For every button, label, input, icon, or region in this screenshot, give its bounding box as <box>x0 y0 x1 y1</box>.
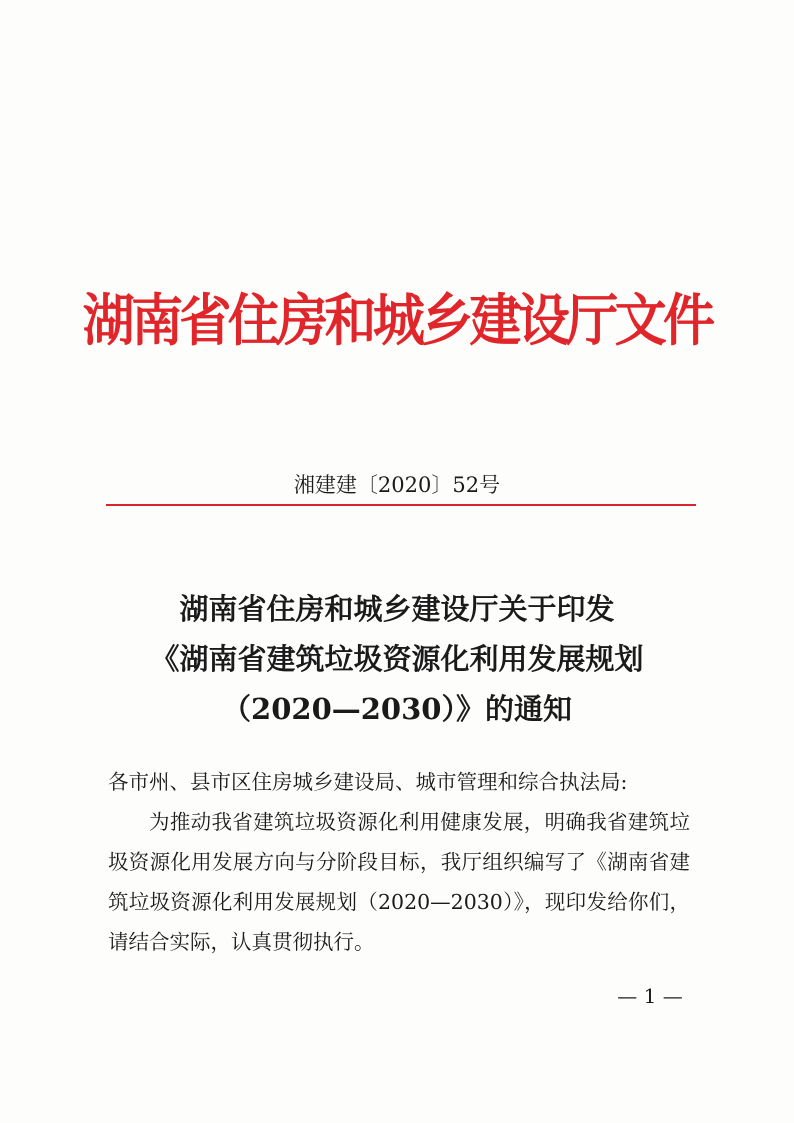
notice-title-line: （2020—2030）》的通知 <box>222 692 572 726</box>
notice-body <box>108 762 690 962</box>
body-paragraph: 为推动我省建筑垃圾资源化利用健康发展，明确我省建筑垃圾资源化用发展方向与分阶段目标，我厅组织编写了《湖南省建筑垃圾资源化利用发展规划（2020—2030）》，现印发给你们，请结合实际，认真贯彻执行。 <box>108 810 690 954</box>
notice-title <box>0 584 794 734</box>
header-red-divider <box>106 504 696 506</box>
notice-title-line: 《湖南省建筑垃圾资源化利用发展规划 <box>150 642 644 676</box>
notice-title-line: 湖南省住房和城乡建设厅关于印发 <box>179 592 615 626</box>
document-number: 湘建建〔2020〕52号 <box>293 473 501 497</box>
document-header-title: 湖南省住房和城乡建设厅文件 <box>82 289 712 354</box>
page-number: — 1 — <box>617 984 683 1008</box>
salutation: 各市州、县市区住房城乡建设局、城市管理和综合执法局: <box>108 770 628 794</box>
